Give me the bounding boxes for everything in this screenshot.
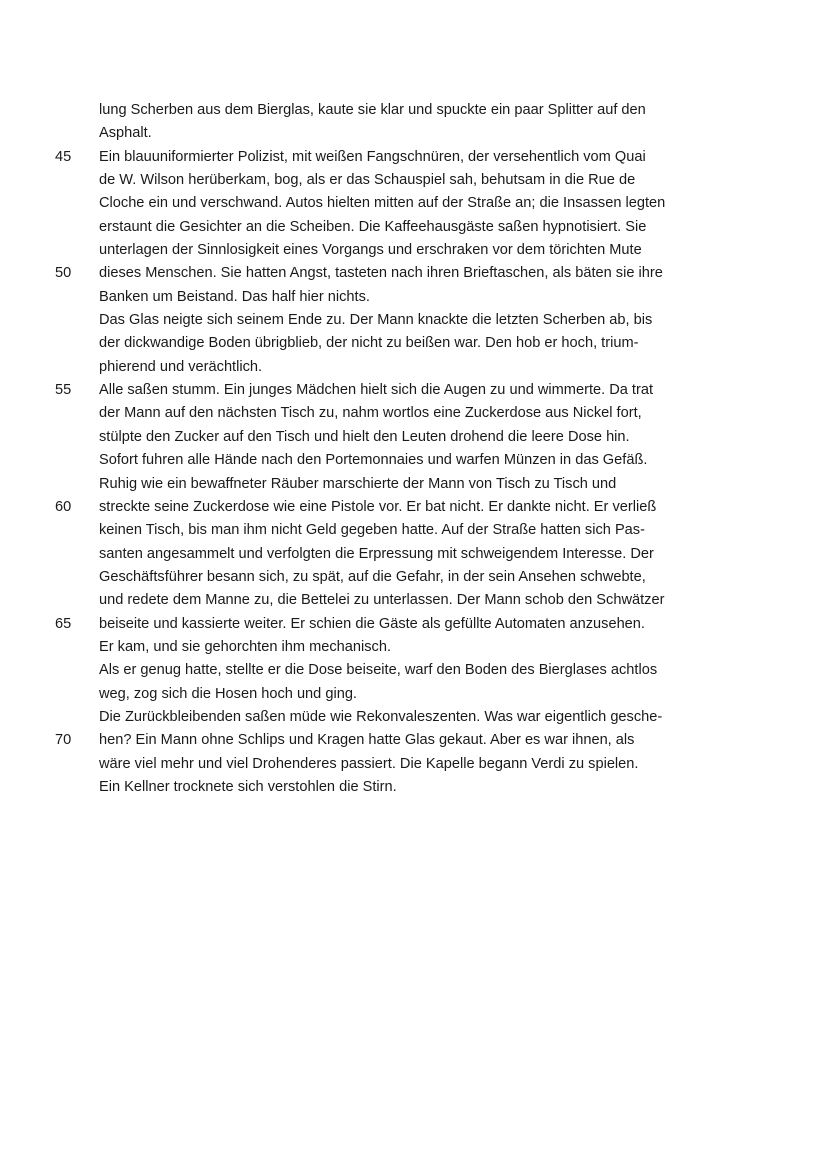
text-line [0,356,828,379]
line-text: hen? Ein Mann ohne Schlips und Kragen hatte Glas gekaut. Aber es war ihnen, als [99,732,635,749]
text-line [0,589,828,612]
text-line [0,309,828,332]
line-text: dieses Menschen. Sie hatten Angst, tasteten nach ihren Brieftaschen, als bäten sie ihre [99,265,663,282]
line-number: 65 [55,615,72,632]
line-text: Sofort fuhren alle Hände nach den Portemonnaies und warfen Münzen in das Gefäß. [99,452,648,469]
line-text: unterlagen der Sinnlosigkeit eines Vorgangs und erschraken vor dem törichten Mute [99,242,642,259]
text-line [0,496,828,519]
line-text: erstaunt die Gesichter an die Scheiben. Die Kaffeehausgäste saßen hypnotisiert. Sie [99,218,647,235]
line-text: keinen Tisch, bis man ihm nicht Geld gegeben hatte. Auf der Straße hatten sich Pas- [99,522,645,539]
line-text: Ruhig wie ein bewaffneter Räuber marschierte der Mann von Tisch zu Tisch und [99,475,617,492]
text-body [0,99,828,799]
text-line [0,122,828,145]
text-line [0,636,828,659]
line-text: phierend und verächtlich. [99,358,263,375]
text-line [0,216,828,239]
line-text: Ein blauuniformierter Polizist, mit weißen Fangschnüren, der versehentlich vom Quai [99,148,646,165]
line-text: Ein Kellner trocknete sich verstohlen die Stirn. [99,778,397,795]
text-line [0,239,828,262]
text-line [0,146,828,169]
line-text: Als er genug hatte, stellte er die Dose beiseite, warf den Boden des Bierglases achtlos [99,662,658,679]
line-text: de W. Wilson herüberkam, bog, als er das Schauspiel sah, behutsam in die Rue de [99,172,636,189]
text-line [0,543,828,566]
line-text: Alle saßen stumm. Ein junges Mädchen hielt sich die Augen zu und wimmerte. Da trat [99,382,654,399]
line-text: Die Zurückbleibenden saßen müde wie Rekonvaleszenten. Was war eigentlich gesche- [99,708,663,725]
line-text: der dickwandige Boden übrigblieb, der nicht zu beißen war. Den hob er hoch, trium- [99,335,639,352]
line-text: Er kam, und sie gehorchten ihm mechanisch. [99,638,392,655]
line-number: 50 [55,265,72,282]
line-text: beiseite und kassierte weiter. Er schien die Gäste als gefüllte Automaten anzusehen. [99,615,645,632]
text-line [0,332,828,355]
text-line [0,659,828,682]
line-text: streckte seine Zuckerdose wie eine Pistole vor. Er bat nicht. Er dankte nicht. Er verließ [99,498,657,515]
text-line [0,473,828,496]
line-text: lung Scherben aus dem Bierglas, kaute sie klar und spuckte ein paar Splitter auf den [99,102,646,118]
text-line [0,729,828,752]
text-line [0,426,828,449]
text-line [0,286,828,309]
line-text: der Mann auf den nächsten Tisch zu, nahm wortlos eine Zuckerdose aus Nickel fort, [99,405,642,422]
line-text: stülpte den Zucker auf den Tisch und hielt den Leuten drohend die leere Dose hin. [99,428,630,445]
line-text: Asphalt. [99,125,152,142]
text-line [0,262,828,285]
text-line [0,519,828,542]
line-number: 60 [55,498,72,515]
text-line [0,753,828,776]
text-line [0,449,828,472]
line-text: Geschäftsführer besann sich, zu spät, auf die Gefahr, in der sein Ansehen schwebte, [99,568,646,585]
line-text: Cloche ein und verschwand. Autos hielten mitten auf der Straße an; die Insassen legten [99,195,666,212]
line-text: weg, zog sich die Hosen hoch und ging. [99,685,357,702]
line-number: 45 [55,148,72,165]
text-line [0,169,828,192]
line-text: santen angesammelt und verfolgten die Erpressung mit schweigendem Interesse. Der [99,545,654,562]
line-number: 55 [55,382,72,399]
line-text: wäre viel mehr und viel Drohenderes passiert. Die Kapelle begann Verdi zu spielen. [99,755,639,772]
text-line [0,706,828,729]
line-number: 70 [55,732,72,749]
text-line [0,613,828,636]
text-line [0,379,828,402]
text-line [0,683,828,706]
line-text: Das Glas neigte sich seinem Ende zu. Der Mann knackte die letzten Scherben ab, bis [99,312,653,329]
text-line [0,566,828,589]
text-line [0,99,828,122]
text-line [0,192,828,215]
line-text: und redete dem Manne zu, die Bettelei zu unterlassen. Der Mann schob den Schwätzer [99,592,665,609]
line-text: Banken um Beistand. Das half hier nichts. [99,288,370,305]
text-line [0,402,828,425]
text-line [0,776,828,799]
